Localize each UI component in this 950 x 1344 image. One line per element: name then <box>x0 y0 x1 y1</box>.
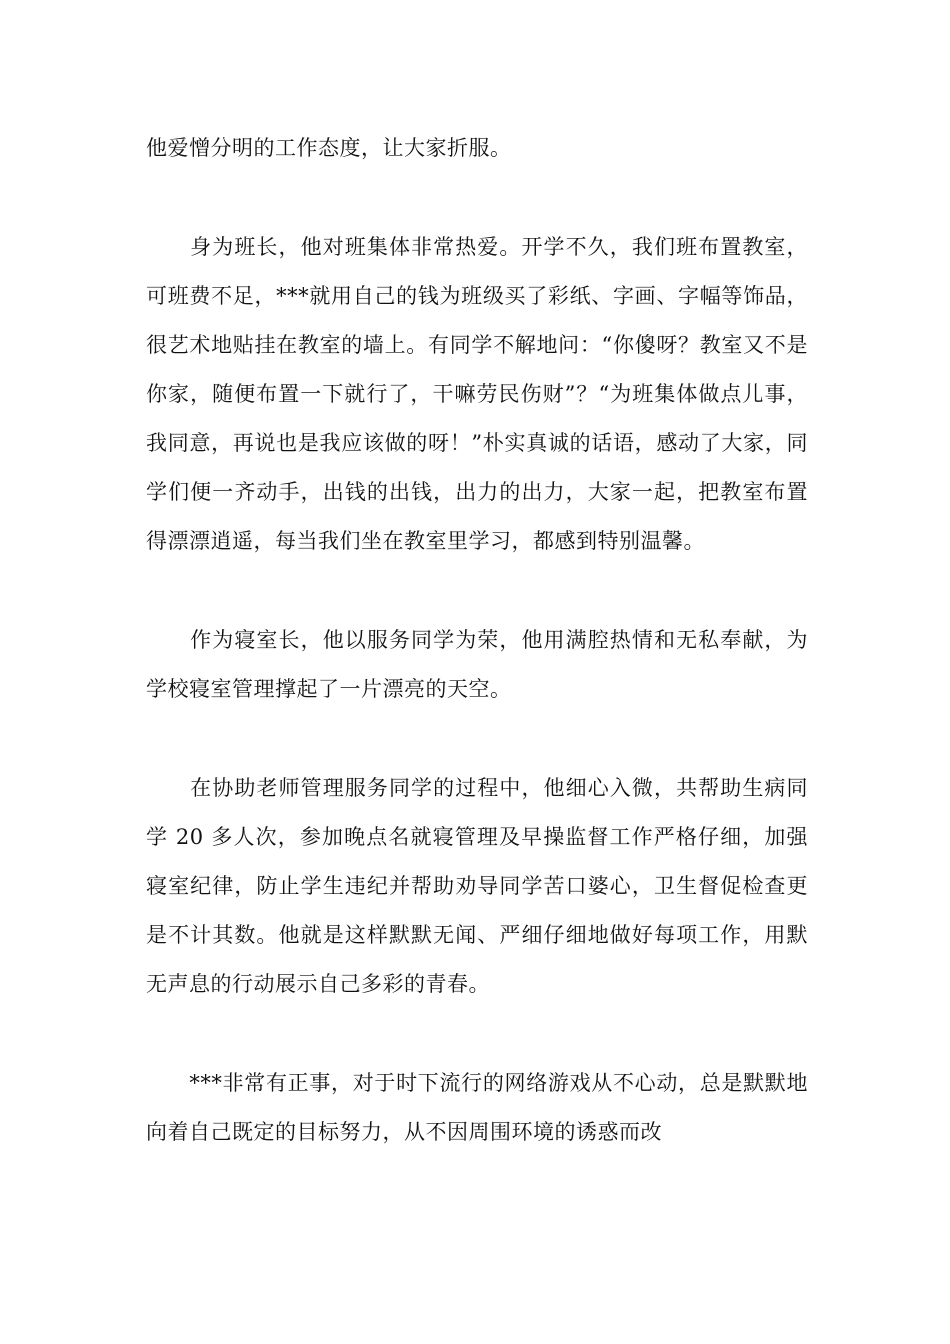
paragraph-4: 在协助老师管理服务同学的过程中，他细心入微，共帮助生病同学 20 多人次，参加晚点名就寝管理及早操监督工作严格仔细，加强寝室纪律，防止学生违纪并帮助劝导同学苦口婆心，卫生督促检查更是不计其数。他就是这样默默无闻、严细仔细地做好每项工作，用默无声息的行动展示自己多彩的青春。 <box>146 776 808 996</box>
paragraph-1: 他爱憎分明的工作态度，让大家折服。 <box>146 136 512 160</box>
paragraph-spacer <box>146 173 808 223</box>
paragraph-2: 身为班长，他对班集体非常热爱。开学不久，我们班布置教室，可班费不足，***就用自己的钱为班级买了彩纸、字画、字幅等饰品，很艺术地贴挂在教室的墙上。有同学不解地问：“你傻呀？教室又不是你家，随便布置一下就行了，干嘛劳民伤财”？“为班集体做点儿事，我同意，再说也是我应该做的呀！”朴实真诚的话语，感动了大家，同学们便一齐动手，出钱的出钱，出力的出力，大家一起，把教室布置得漂漂逍遥，每当我们坐在教室里学习，都感到特别温馨。 <box>146 235 808 553</box>
document-body <box>146 124 808 1157</box>
paragraph-spacer <box>146 1009 808 1059</box>
paragraph-3: 作为寝室长，他以服务同学为荣，他用满腔热情和无私奉献，为学校寝室管理撑起了一片漂亮的天空。 <box>146 628 808 701</box>
paragraph-5: ***非常有正事，对于时下流行的网络游戏从不心动，总是默默地向着自己既定的目标努力，从不因周围环境的诱惑而改 <box>146 1071 808 1144</box>
paragraph-spacer <box>146 566 808 616</box>
paragraph-spacer <box>146 714 808 764</box>
